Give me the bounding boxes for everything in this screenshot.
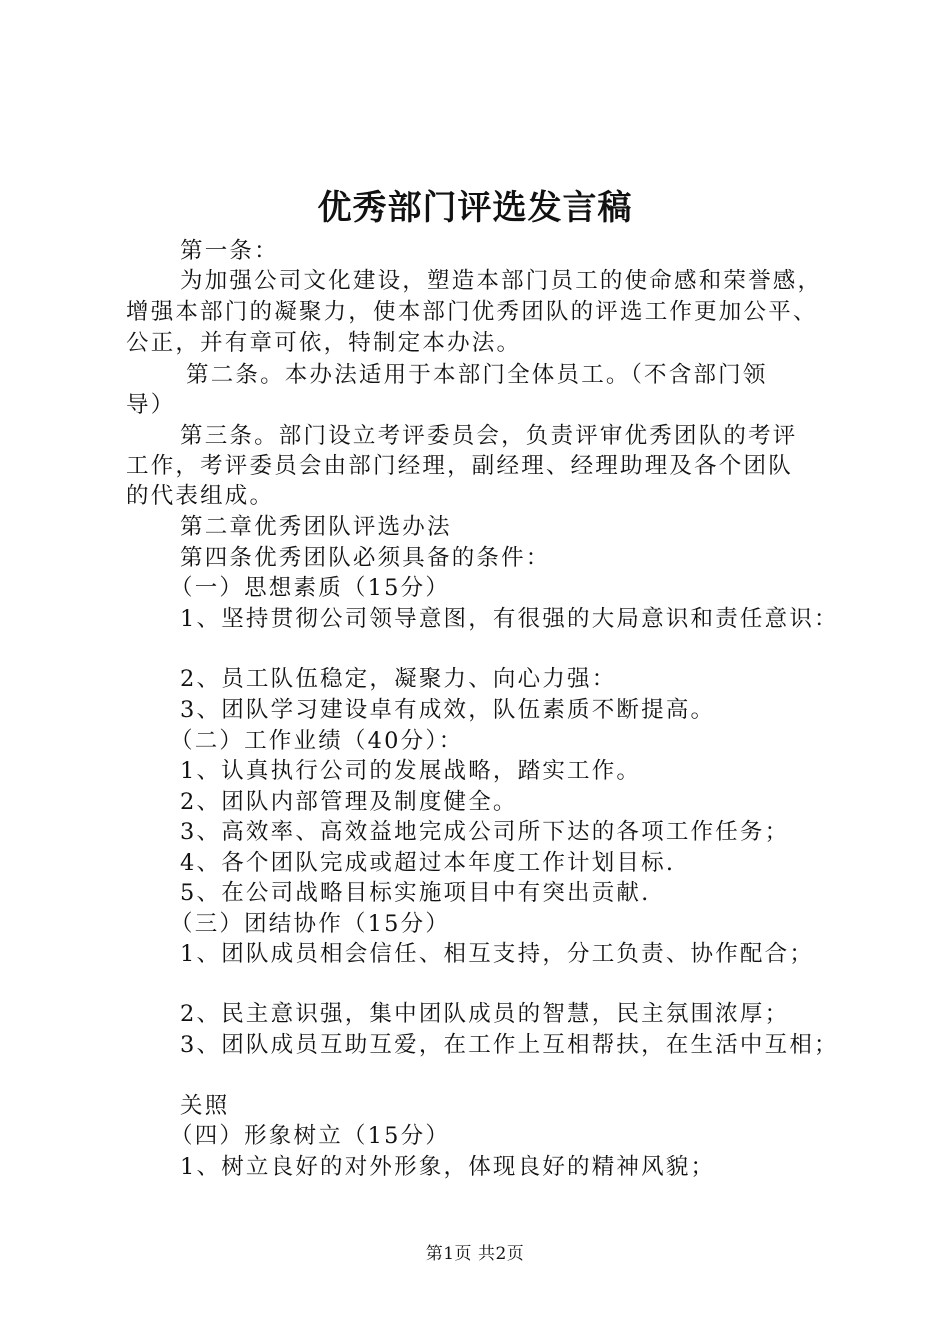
paragraph-line: 第一条： — [180, 238, 279, 264]
list-item: 1、认真执行公司的发展战略，踏实工作。 — [180, 758, 642, 784]
document-title: 优秀部门评选发言稿 — [317, 188, 633, 228]
paragraph-line: 第三条。部门设立考评委员会，负责评审优秀团队的考评 — [180, 423, 798, 449]
list-item: 4、各个团队完成或超过本年度工作计划目标. — [180, 850, 676, 876]
paragraph-line: 的代表组成。 — [126, 483, 275, 509]
paragraph-line: 第四条优秀团队必须具备的条件： — [180, 545, 551, 571]
list-item: 1、团队成员相会信任、相互支持，分工负责、协作配合； — [180, 941, 815, 967]
paragraph-line: 增强本部门的凝聚力，使本部门优秀团队的评选工作更加公平、 — [126, 299, 818, 325]
list-item: 1、树立良好的对外形象，体现良好的精神风貌； — [180, 1154, 716, 1180]
list-heading: （一）思想素质（15分） — [170, 575, 451, 601]
list-item: 3、高效率、高效益地完成公司所下达的各项工作任务； — [180, 819, 790, 845]
paragraph-line: 公正，并有章可依，特制定本办法。 — [126, 330, 522, 356]
section-heading: 第二章优秀团队评选办法 — [180, 514, 452, 540]
paragraph-line: 第二条。本办法适用于本部门全体员工。（不含部门领 — [186, 362, 768, 388]
paragraph-line: 导） — [126, 392, 176, 418]
list-item: 3、团队学习建设卓有成效，队伍素质不断提高。 — [180, 697, 716, 723]
list-heading: （三）团结协作（15分） — [170, 911, 451, 937]
paragraph-line: 为加强公司文化建设，塑造本部门员工的使命感和荣誉感， — [180, 268, 823, 294]
list-heading: （二）工作业绩（40分）： — [170, 728, 464, 754]
paragraph-line: 关照 — [180, 1093, 230, 1119]
list-item: 2、团队内部管理及制度健全。 — [180, 789, 518, 815]
list-item: 2、民主意识强，集中团队成员的智慧，民主氛围浓厚； — [180, 1001, 790, 1027]
list-heading: （四）形象树立（15分） — [170, 1123, 451, 1149]
list-item: 2、员工队伍稳定，凝聚力、向心力强： — [180, 666, 617, 692]
page-number-footer: 第1页 共2页 — [425, 1244, 525, 1264]
list-item: 1、坚持贯彻公司领导意图，有很强的大局意识和责任意识： — [180, 606, 839, 632]
list-item: 5、在公司战略目标实施项目中有突出贡献. — [180, 880, 651, 906]
paragraph-line: 工作，考评委员会由部门经理，副经理、经理助理及各个团队 — [126, 453, 793, 479]
list-item: 3、团队成员互助互爱，在工作上互相帮扶，在生活中互相； — [180, 1032, 839, 1058]
